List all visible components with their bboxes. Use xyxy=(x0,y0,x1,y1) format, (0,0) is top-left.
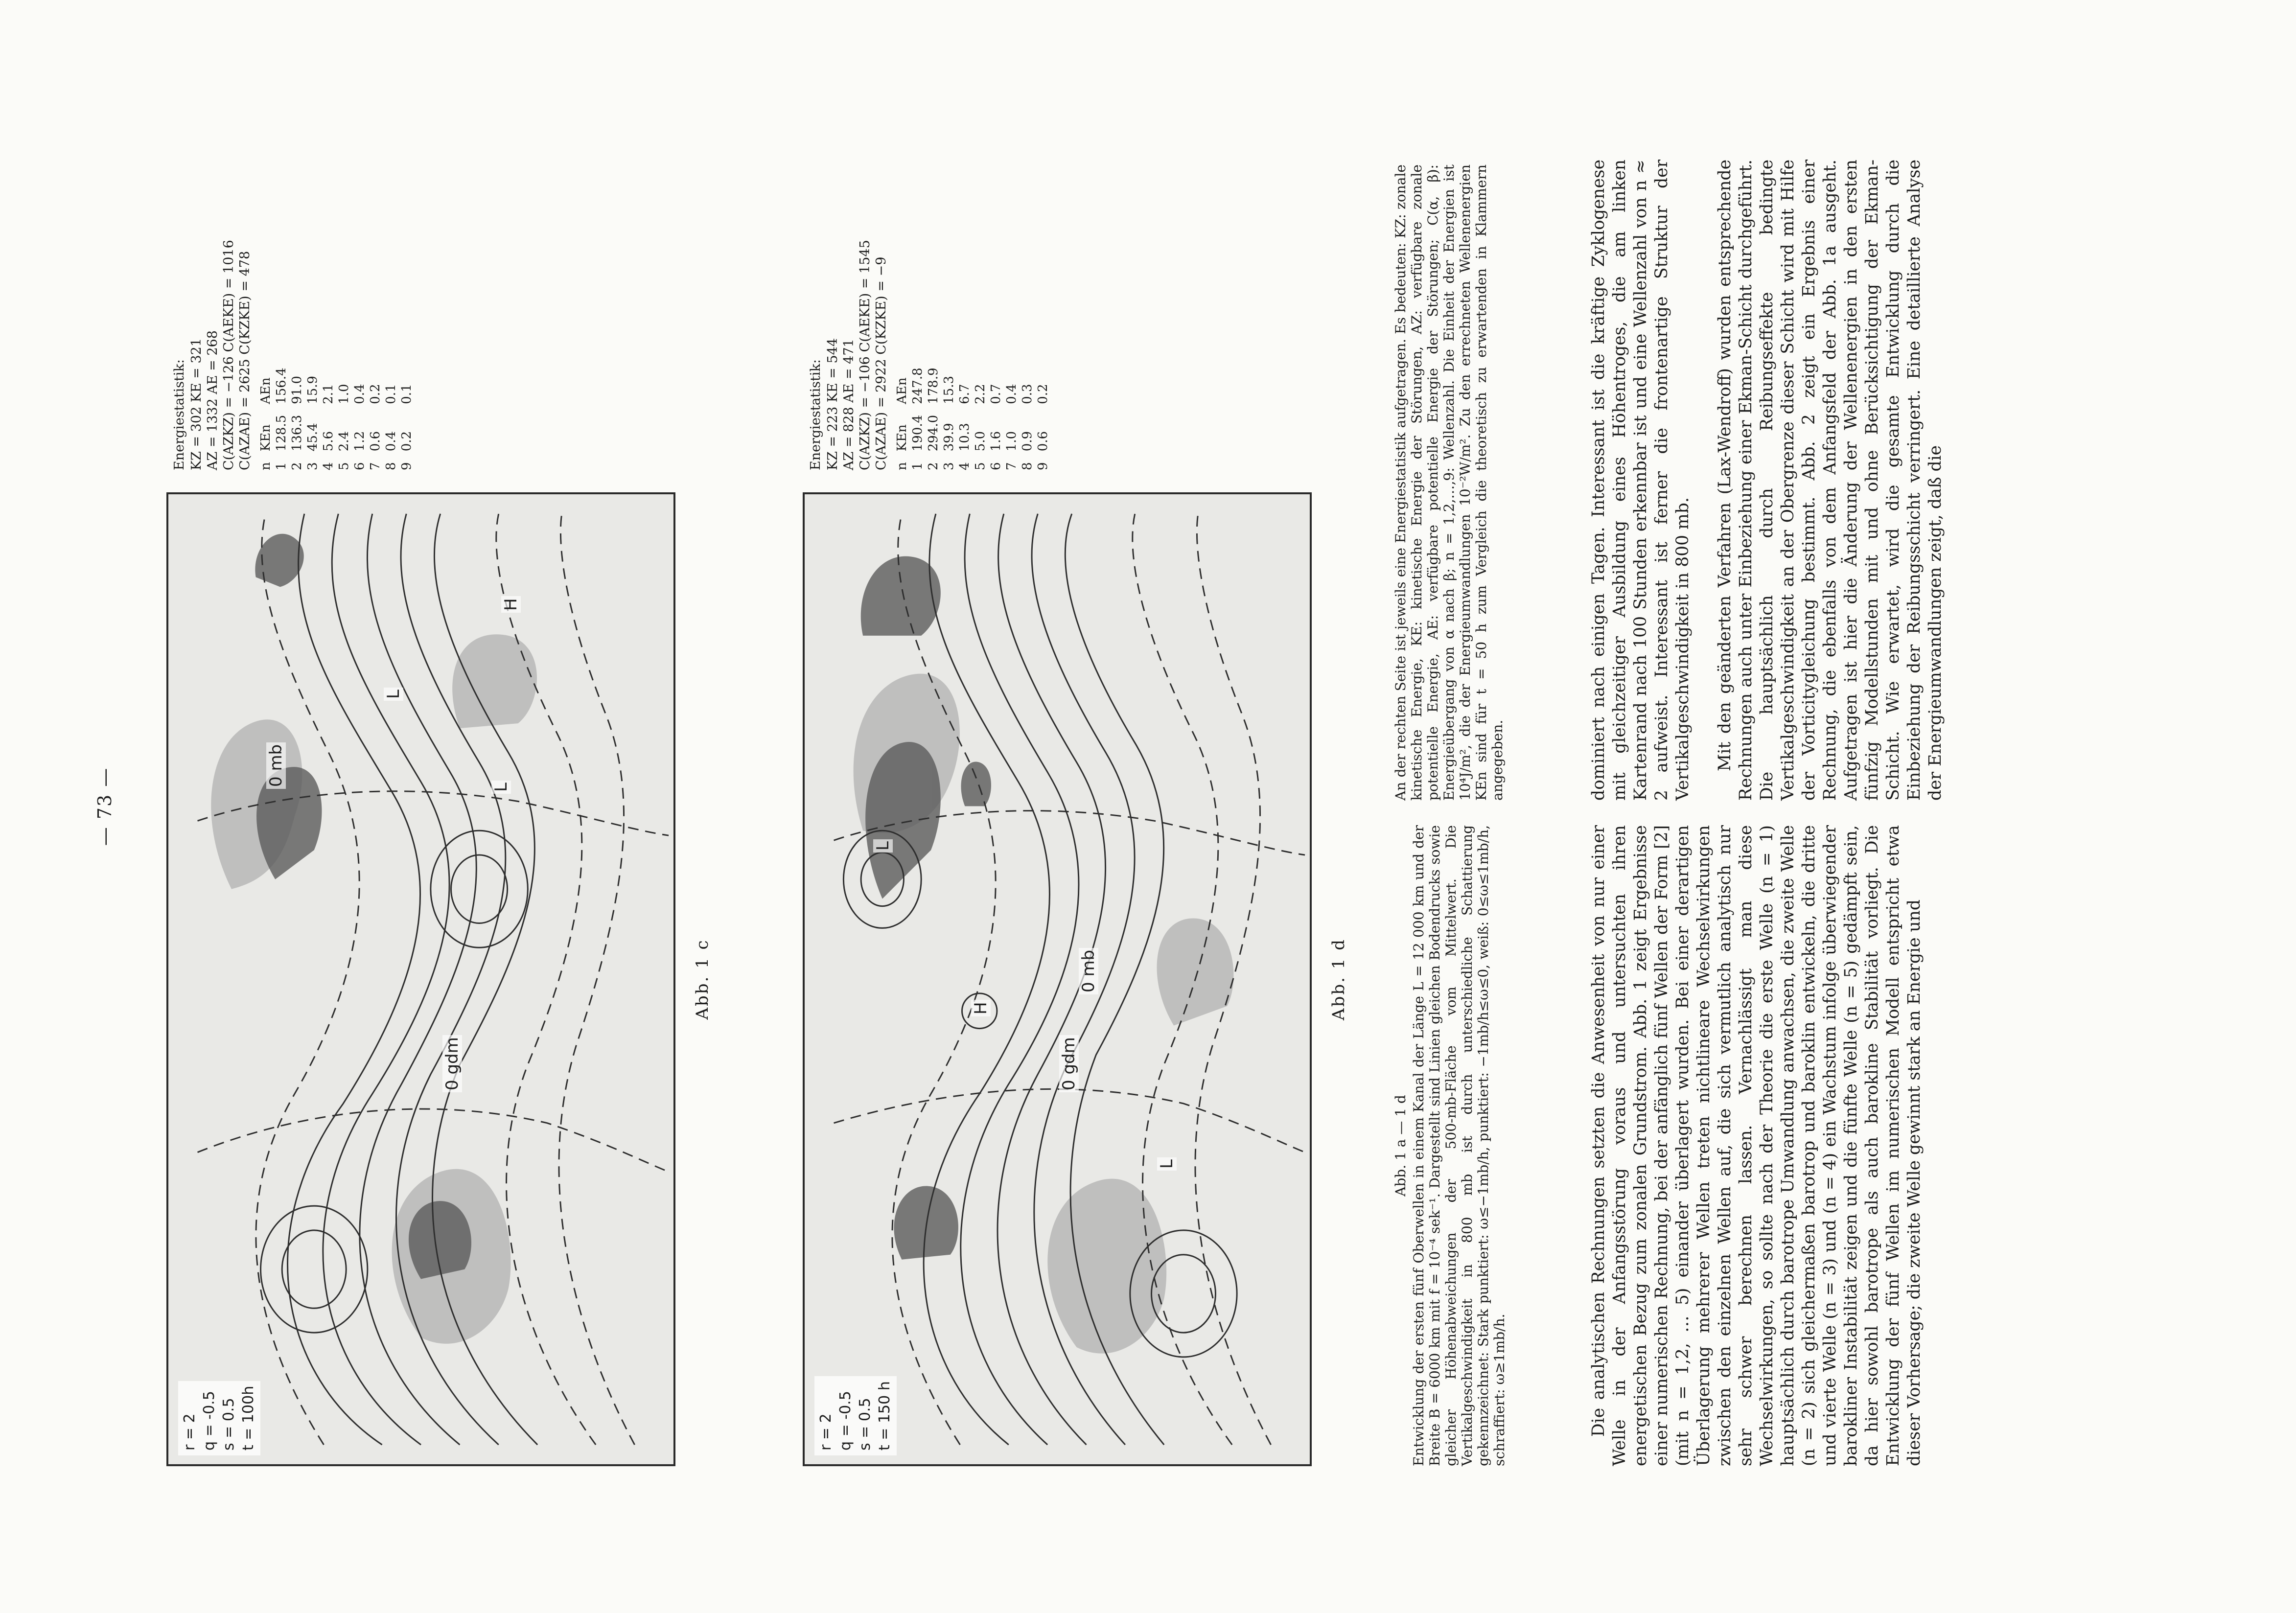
table-cell: 2 xyxy=(926,462,941,470)
label-zero-mb: 0 mb xyxy=(1079,948,1098,994)
table-row xyxy=(305,357,321,470)
table-cell: 15.3 xyxy=(942,375,956,404)
weather-map-1d xyxy=(803,492,1312,1466)
table-cell: 0.2 xyxy=(1036,384,1050,404)
table-cell: 0.3 xyxy=(1020,384,1035,404)
wave-energy-table-1c xyxy=(258,357,415,470)
table-cell: 1.2 xyxy=(352,431,367,452)
table-header-row xyxy=(258,357,274,470)
map-parameters-1d xyxy=(814,1376,897,1455)
table-cell: 0.2 xyxy=(368,384,383,404)
stats-line: AZ = 1332 AE = 268 xyxy=(205,330,220,470)
table-cell: 247.8 xyxy=(910,368,925,404)
param-t: t = 150 h xyxy=(876,1381,893,1451)
stats-line: KZ = 302 KE = 321 xyxy=(189,338,204,470)
table-row xyxy=(274,357,289,470)
table-row xyxy=(383,357,399,470)
energy-statistics-1d xyxy=(808,167,1051,470)
table-cell: 10.3 xyxy=(957,423,972,452)
table-cell: 5.6 xyxy=(321,431,336,452)
label-high: H xyxy=(501,596,521,613)
table-cell: 294.0 xyxy=(926,415,941,452)
table-row xyxy=(973,357,988,470)
table-cell: 2.1 xyxy=(321,384,336,404)
column-header: KEn xyxy=(258,424,273,452)
label-low-1: L xyxy=(491,781,511,794)
table-cell: 0.4 xyxy=(1004,384,1019,404)
param-r: r = 2 xyxy=(181,1413,198,1451)
table-cell: 9 xyxy=(1036,462,1050,470)
table-cell: 39.9 xyxy=(942,423,956,452)
table-cell: 2.4 xyxy=(337,431,351,452)
label-zero-geopotential: 0 gdm xyxy=(442,1035,462,1092)
table-cell: 128.5 xyxy=(274,415,289,452)
stats-line: C(AZAE) = 2922 C(KZKE) = −9 xyxy=(874,256,889,470)
isobar-map-1c xyxy=(168,494,673,1464)
table-cell: 0.6 xyxy=(368,431,383,452)
paragraph: dominiert nach einigen Tagen. Interessant ist die kräftige Zyklogenese mit gleichzeitiger Ausbildung eines Höhentroges, die am linken Kartenrand nach 100 Stunden erkennbar ist und eine Wellenzahl von n ≈ 2 aufweist. Interessant ist ferner die frontenartige Struktur der Vertikalgeschwindigkeit in 800 mb. xyxy=(1589,160,1693,801)
figure-legend xyxy=(1392,825,1507,1466)
table-cell: 5 xyxy=(973,462,988,470)
table-row xyxy=(321,357,336,470)
table-row xyxy=(941,357,957,470)
table-cell: 0.4 xyxy=(352,384,367,404)
table-cell: 178.9 xyxy=(926,368,941,404)
table-cell: 5.0 xyxy=(973,431,988,452)
page-number: — 73 — xyxy=(94,767,116,846)
table-cell: 3 xyxy=(942,462,956,470)
weather-map-1c xyxy=(166,492,675,1466)
table-cell: 190.4 xyxy=(910,415,925,452)
isobar-map-1d xyxy=(805,494,1310,1464)
table-cell: 136.3 xyxy=(290,415,304,452)
table-cell: 6.7 xyxy=(957,384,972,404)
param-q: q = -0.5 xyxy=(201,1391,218,1451)
stats-title: Energiestatistik: xyxy=(172,359,187,470)
stats-line: AZ = 828 AE = 471 xyxy=(841,339,857,470)
param-s: s = 0.5 xyxy=(220,1398,237,1451)
body-column-left xyxy=(1588,825,1925,1466)
table-cell: 1 xyxy=(910,462,925,470)
table-row xyxy=(910,357,926,470)
stats-line: C(AZKZ) = −106 C(AEKE) = 1545 xyxy=(858,240,873,470)
table-cell: 9 xyxy=(399,462,414,470)
table-cell: 0.7 xyxy=(989,384,1003,404)
label-low-2: L xyxy=(873,839,893,853)
paragraph: Die analytischen Rechnungen setzten die Anwesenheit von nur einer Welle in der Anfangsstörung voraus und untersuchten ihren energetischen Bezug zum zonalen Grundstrom. Abb. 1 zeigt Ergebnisse einer numerischen Rechnung, bei der anfänglich fünf Wellen der Form [2] (mit n = 1,2, … 5) einander überlagert wurden. Bei einer derartigen Überlagerung mehrerer Wellen treten nichtlineare Wechselwirkungen zwischen den einzelnen Wellen auf, die sich vermutlich analytisch nur sehr schwer berechnen lassen. Vernachlässigt man diese Wechselwirkungen, so sollte nach der Theorie die erste Welle (n = 1) hauptsächlich durch barotrope Umwandlung anwachsen, die zweite Welle (n = 2) sich gleichermaßen barotrop und baroklin entwickeln, die dritte und vierte Welle (n = 3) und (n = 4) ein Wachstum infolge überwiegender barokliner Instabilität zeigen und die fünfte Welle (n = 5) gedämpft sein, da hier sowohl barotrope als auch barokline Stabilität vorliegt. Die Entwicklung der fünf Wellen im numerischen Modell entspricht etwa dieser Vorhersage; die zweite Welle gewinnt stark an Energie und xyxy=(1589,825,1924,1466)
table-row xyxy=(289,357,305,470)
table-cell: 2.2 xyxy=(973,384,988,404)
table-cell: 1.6 xyxy=(989,431,1003,452)
table-cell: 4 xyxy=(321,462,336,470)
param-q: q = -0.5 xyxy=(837,1391,854,1451)
table-cell: 0.4 xyxy=(384,431,398,452)
table-cell: 4 xyxy=(957,462,972,470)
figure-legend-text: Entwicklung der ersten fünf Oberwellen in einem Kanal der Länge L = 12 000 km und der Breite B = 6000 km mit f = 10⁻⁴ sek⁻¹. Dargestellt sind Linien gleichen Bodendrucks sowie gleicher Höhenabweichungen der 500-mb-Fläche vom Mittelwert. Die Vertikalgeschwindigkeit in 800 mb ist durch unterschiedliche Schattierung gekennzeichnet: Stark punktiert: ω≤−1mb/h, punktiert: −1mb/h≤ω≤0, weiß: 0≤ω≤1mb/h, schraffiert: ω≥1mb/h. xyxy=(1411,825,1507,1466)
param-t: t = 100h xyxy=(240,1385,257,1451)
figure-1d xyxy=(803,164,1348,1466)
column-header: AEn xyxy=(258,377,273,404)
table-row xyxy=(1004,357,1020,470)
label-zero-geopotential: 0 gdm xyxy=(1059,1035,1079,1092)
stats-title: Energiestatistik: xyxy=(808,359,823,470)
table-cell: 1 xyxy=(274,462,289,470)
table-cell: 8 xyxy=(384,462,398,470)
energy-statistics-note: An der rechten Seite ist jeweils eine Energiestatistik aufgetragen. Es bedeuten: KZ: zonale kinetische Energie, KE: kinetische Energie der Störungen, AZ: verfügbare zonale potentielle Energie, AE: verfügbare potentielle Energie der Störungen; C(α, β): Energieübergang von α nach β; n = 1,2,…,9: Wellenzahl. Die Einheit der Energien ist 10⁴J/m², die der Energieumwandlungen 10⁻²W/m². Zu den errechneten Wellenenergien KEn sind für t = 50 h zum Vergleich die theoretisch zu erwartenden in Klammern angegeben. xyxy=(1392,164,1506,801)
table-cell: 1.0 xyxy=(337,384,351,404)
table-cell: 45.4 xyxy=(305,423,320,452)
table-row xyxy=(1020,357,1035,470)
column-header: KEn xyxy=(895,424,909,452)
table-cell: 91.0 xyxy=(290,375,304,404)
param-r: r = 2 xyxy=(817,1413,835,1451)
table-cell: 0.2 xyxy=(399,431,414,452)
table-row xyxy=(399,357,415,470)
table-cell: 6 xyxy=(352,462,367,470)
table-cell: 3 xyxy=(305,462,320,470)
table-cell: 1.0 xyxy=(1004,431,1019,452)
table-cell: 0.9 xyxy=(1020,431,1035,452)
table-cell: 6 xyxy=(989,462,1003,470)
label-high: H xyxy=(971,1000,991,1016)
table-row xyxy=(368,357,383,470)
column-header: n xyxy=(895,462,909,470)
figure-caption-1d: Abb. 1 d xyxy=(1329,938,1348,1020)
stats-line: C(AZAE) = 2625 C(KZKE) = 478 xyxy=(237,251,253,470)
paragraph: Mit den geänderten Verfahren (Lax-Wendroff) wurden entsprechende Rechnungen auch unter Einbeziehung einer Ekman-Schicht durchgeführt. Die hauptsächlich durch Reibungseffekte bedingte Vertikalgeschwindigkeit an der Obergrenze dieser Schicht wird mit Hilfe der Vorticitygleichung bestimmt. Abb. 2 zeigt ein Ergebnis einer Rechnung, die ebenfalls von dem Anfangsfeld der Abb. 1a ausgeht. Aufgetragen ist hier die Änderung der Wellenenergien in den ersten fünfzig Modellstunden mit und ohne Berücksichtigung der Ekman-Schicht. Wie erwartet, wird die gesamte Entwicklung durch die Einbeziehung der Reibungsschicht verringert. Eine detaillierte Analyse der Energieumwandlungen zeigt, daß die xyxy=(1715,160,1945,801)
table-row xyxy=(1035,357,1051,470)
stats-line: C(AZKZ) = −126 C(AEKE) = 1016 xyxy=(221,240,236,470)
stats-line: KZ = 223 KE = 544 xyxy=(825,338,840,470)
table-row xyxy=(352,357,368,470)
param-s: s = 0.5 xyxy=(857,1398,874,1451)
table-cell: 0.1 xyxy=(399,384,414,404)
wave-energy-table-1d xyxy=(894,357,1051,470)
body-column-right xyxy=(1588,160,1946,801)
table-cell: 8 xyxy=(1020,462,1035,470)
map-parameters-1c xyxy=(178,1381,260,1455)
table-row xyxy=(957,357,973,470)
table-cell: 0.6 xyxy=(1036,431,1050,452)
table-cell: 7 xyxy=(368,462,383,470)
figure-legend-title: Abb. 1 a — 1 d xyxy=(1392,1095,1409,1197)
energy-statistics-1c xyxy=(171,167,415,470)
table-row xyxy=(988,357,1004,470)
figure-caption-1c: Abb. 1 c xyxy=(693,939,712,1020)
label-zero-mb: 0 mb xyxy=(266,742,286,789)
column-header: AEn xyxy=(895,377,909,404)
table-row xyxy=(926,357,941,470)
table-cell: 156.4 xyxy=(274,368,289,404)
table-cell: 5 xyxy=(337,462,351,470)
label-low-1: L xyxy=(1157,1157,1177,1171)
label-low-2: L xyxy=(384,688,403,701)
table-cell: 7 xyxy=(1004,462,1019,470)
table-cell: 15.9 xyxy=(305,375,320,404)
table-row xyxy=(336,357,352,470)
table-cell: 2 xyxy=(290,462,304,470)
column-header: n xyxy=(258,462,273,470)
table-header-row xyxy=(894,357,910,470)
table-cell: 0.1 xyxy=(384,384,398,404)
figure-1c xyxy=(166,164,712,1466)
